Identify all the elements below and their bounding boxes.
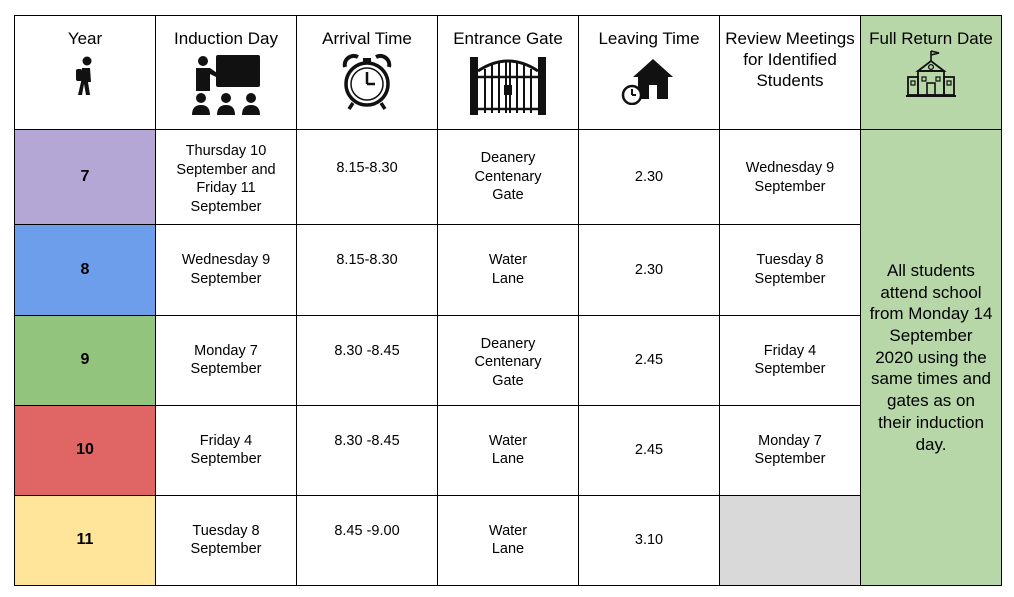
header-induction: [156, 16, 297, 130]
arrival-cell: [297, 225, 438, 315]
induction-cell: [156, 495, 297, 585]
gate-text: Deanery Centenary Gate: [474, 335, 542, 389]
induction-cell: [156, 130, 297, 225]
leaving-cell: [579, 225, 720, 315]
header-full-return: [861, 16, 1002, 130]
leaving-text: 2.45: [634, 441, 664, 458]
gate-cell: [438, 225, 579, 315]
year-cell: 10: [15, 405, 156, 495]
header-arrival: [297, 16, 438, 130]
teacher-presentation-icon: [190, 53, 262, 115]
review-cell: [720, 225, 861, 315]
schedule-table: [14, 15, 1002, 586]
table-row: [15, 315, 1002, 405]
induction-cell: [156, 225, 297, 315]
gate-text: Water Lane: [488, 432, 528, 468]
leaving-text: 2.30: [634, 261, 664, 278]
header-leaving: [579, 16, 720, 130]
induction-text: Tuesday 8 September: [190, 522, 262, 558]
gate-text: Water Lane: [488, 252, 528, 287]
year-cell: 7: [15, 130, 156, 225]
review-text: Friday 4 September: [754, 342, 826, 377]
year-cell: 11: [15, 495, 156, 585]
leaving-cell: [579, 405, 720, 495]
arrival-text: 8.45 -9.00: [334, 522, 400, 539]
table-row: [15, 495, 1002, 585]
leaving-cell: [579, 495, 720, 585]
review-cell: [720, 315, 861, 405]
arrival-cell: [297, 315, 438, 405]
leaving-cell: [579, 130, 720, 225]
leaving-cell: [579, 315, 720, 405]
review-text: Wednesday 9 September: [745, 160, 835, 195]
review-cell-empty: [720, 495, 861, 585]
gate-icon: [468, 51, 548, 117]
review-cell: [720, 405, 861, 495]
header-full-return-label: Full Return Date: [869, 29, 993, 48]
arrival-cell: [297, 130, 438, 225]
induction-cell: [156, 405, 297, 495]
header-year: [15, 16, 156, 130]
gate-cell: [438, 495, 579, 585]
induction-cell: [156, 315, 297, 405]
induction-text: Thursday 10 September and Friday 11 September: [176, 143, 276, 215]
full-return-text: All students attend school from Monday 14 September 2020 using the same times and gates as on their induction day.: [869, 260, 993, 454]
arrival-cell: [297, 495, 438, 585]
arrival-text: 8.30 -8.45: [334, 432, 400, 449]
full-return-cell: [861, 130, 1002, 586]
gate-cell: [438, 315, 579, 405]
review-text: Monday 7 September: [754, 432, 826, 468]
induction-text: Friday 4 September: [190, 432, 262, 468]
arrival-text: 8.15-8.30: [336, 252, 398, 269]
header-induction-label: Induction Day: [174, 29, 278, 48]
table-row: [15, 130, 1002, 225]
table-row: [15, 405, 1002, 495]
arrival-cell: [297, 405, 438, 495]
header-arrival-label: Arrival Time: [322, 29, 412, 48]
walking-student-icon: [72, 55, 98, 101]
leaving-text: 2.45: [634, 351, 664, 368]
header-row: [15, 16, 1002, 130]
year-cell: 9: [15, 315, 156, 405]
review-cell: [720, 130, 861, 225]
header-gate-label: Entrance Gate: [453, 29, 563, 48]
house-clock-icon: [621, 53, 677, 105]
header-review: [720, 16, 861, 130]
header-gate: [438, 16, 579, 130]
alarm-clock-icon: [341, 53, 393, 111]
year-cell: 8: [15, 225, 156, 315]
arrival-text: 8.15-8.30: [336, 160, 398, 177]
gate-text: Water Lane: [488, 522, 528, 558]
gate-text: Deanery Centenary Gate: [474, 150, 542, 204]
review-text: Tuesday 8 September: [754, 252, 826, 287]
induction-text: Wednesday 9 September: [181, 252, 271, 287]
school-building-icon: [906, 49, 956, 99]
gate-cell: [438, 130, 579, 225]
header-leaving-label: Leaving Time: [598, 29, 700, 48]
induction-text: Monday 7 September: [190, 342, 262, 377]
leaving-text: 2.30: [634, 169, 664, 186]
leaving-text: 3.10: [634, 532, 664, 549]
header-review-label: Review Meetings for Identified Students: [725, 29, 855, 90]
arrival-text: 8.30 -8.45: [334, 342, 400, 359]
table-row: [15, 225, 1002, 315]
gate-cell: [438, 405, 579, 495]
header-year-label: Year: [67, 29, 103, 48]
